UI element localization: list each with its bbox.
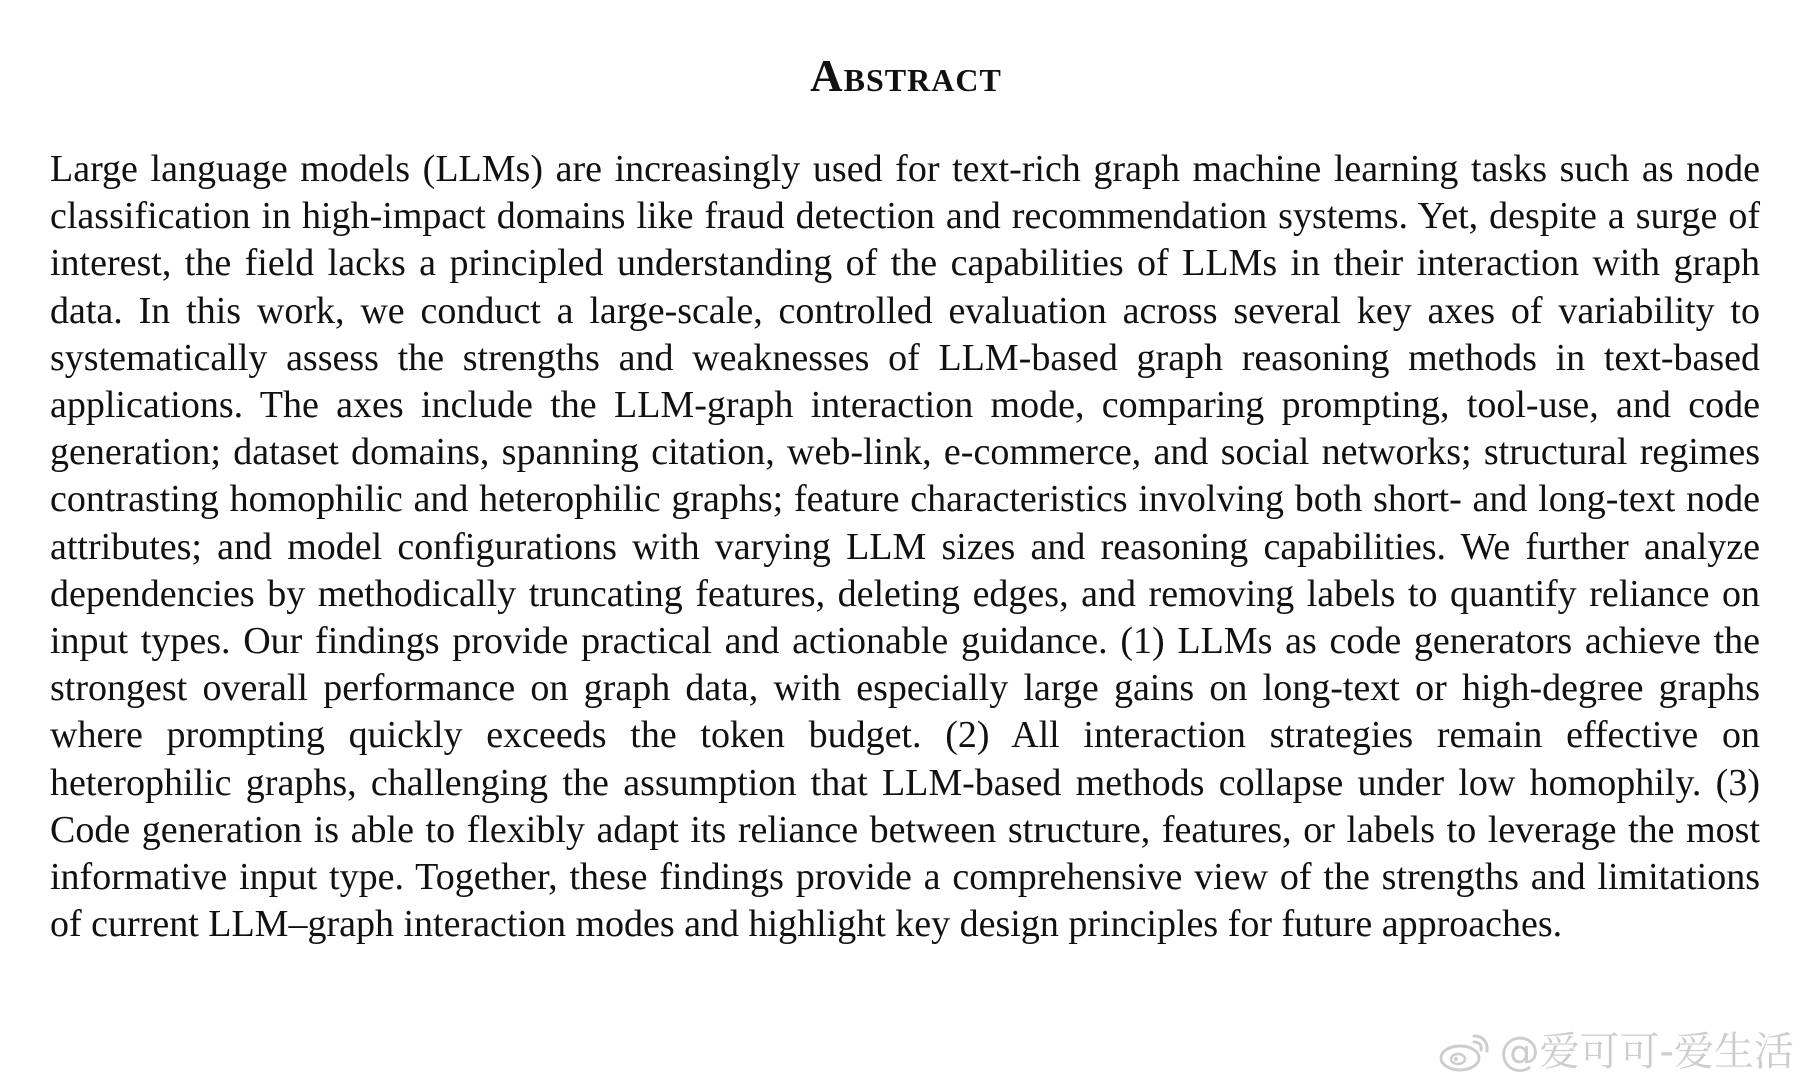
- watermark-text: @爱可可-爱生活: [1499, 1029, 1794, 1075]
- weibo-icon: [1436, 1030, 1492, 1074]
- abstract-heading: Abstract: [810, 51, 1002, 101]
- abstract-body: Large language models (LLMs) are increasingly used for text-rich graph machine learning tasks such as node classification in high-impact domains like fraud detection and recommendation systems. Yet, despite a surge of interest, the field lacks a principled understanding of the capabilities of LLMs in their interaction with graph data. In this work, we conduct a large-scale, controlled evaluation across several key axes of variability to systematically assess the strengths and weaknesses of LLM-based graph reasoning methods in text-based applications. The axes include the LLM-graph interaction mode, comparing prompting, tool-use, and code generation; dataset domains, spanning citation, web-link, e-commerce, and social networks; structural regimes contrasting homophilic and heterophilic graphs; feature characteristics involving both short- and long-text node attributes; and model configurations with varying LLM sizes and reasoning capabilities. We further analyze dependencies by methodically truncating features, deleting edges, and removing labels to quantify reliance on input types. Our findings provide practical and actionable guidance. (1) LLMs as code generators achieve the strongest overall performance on graph data, with especially large gains on long-text or high-degree graphs where prompting quickly exceeds the token budget. (2) All interaction strategies remain effective on heterophilic graphs, challenging the assumption that LLM-based methods collapse under low homophily. (3) Code generation is able to flexibly adapt its reliance between structure, features, or labels to leverage the most informative input type. Together, these findings provide a comprehensive view of the strengths and limitations of current LLM–graph interaction modes and highlight key design principles for future approaches.: [50, 148, 1760, 946]
- watermark: [1436, 1030, 1794, 1074]
